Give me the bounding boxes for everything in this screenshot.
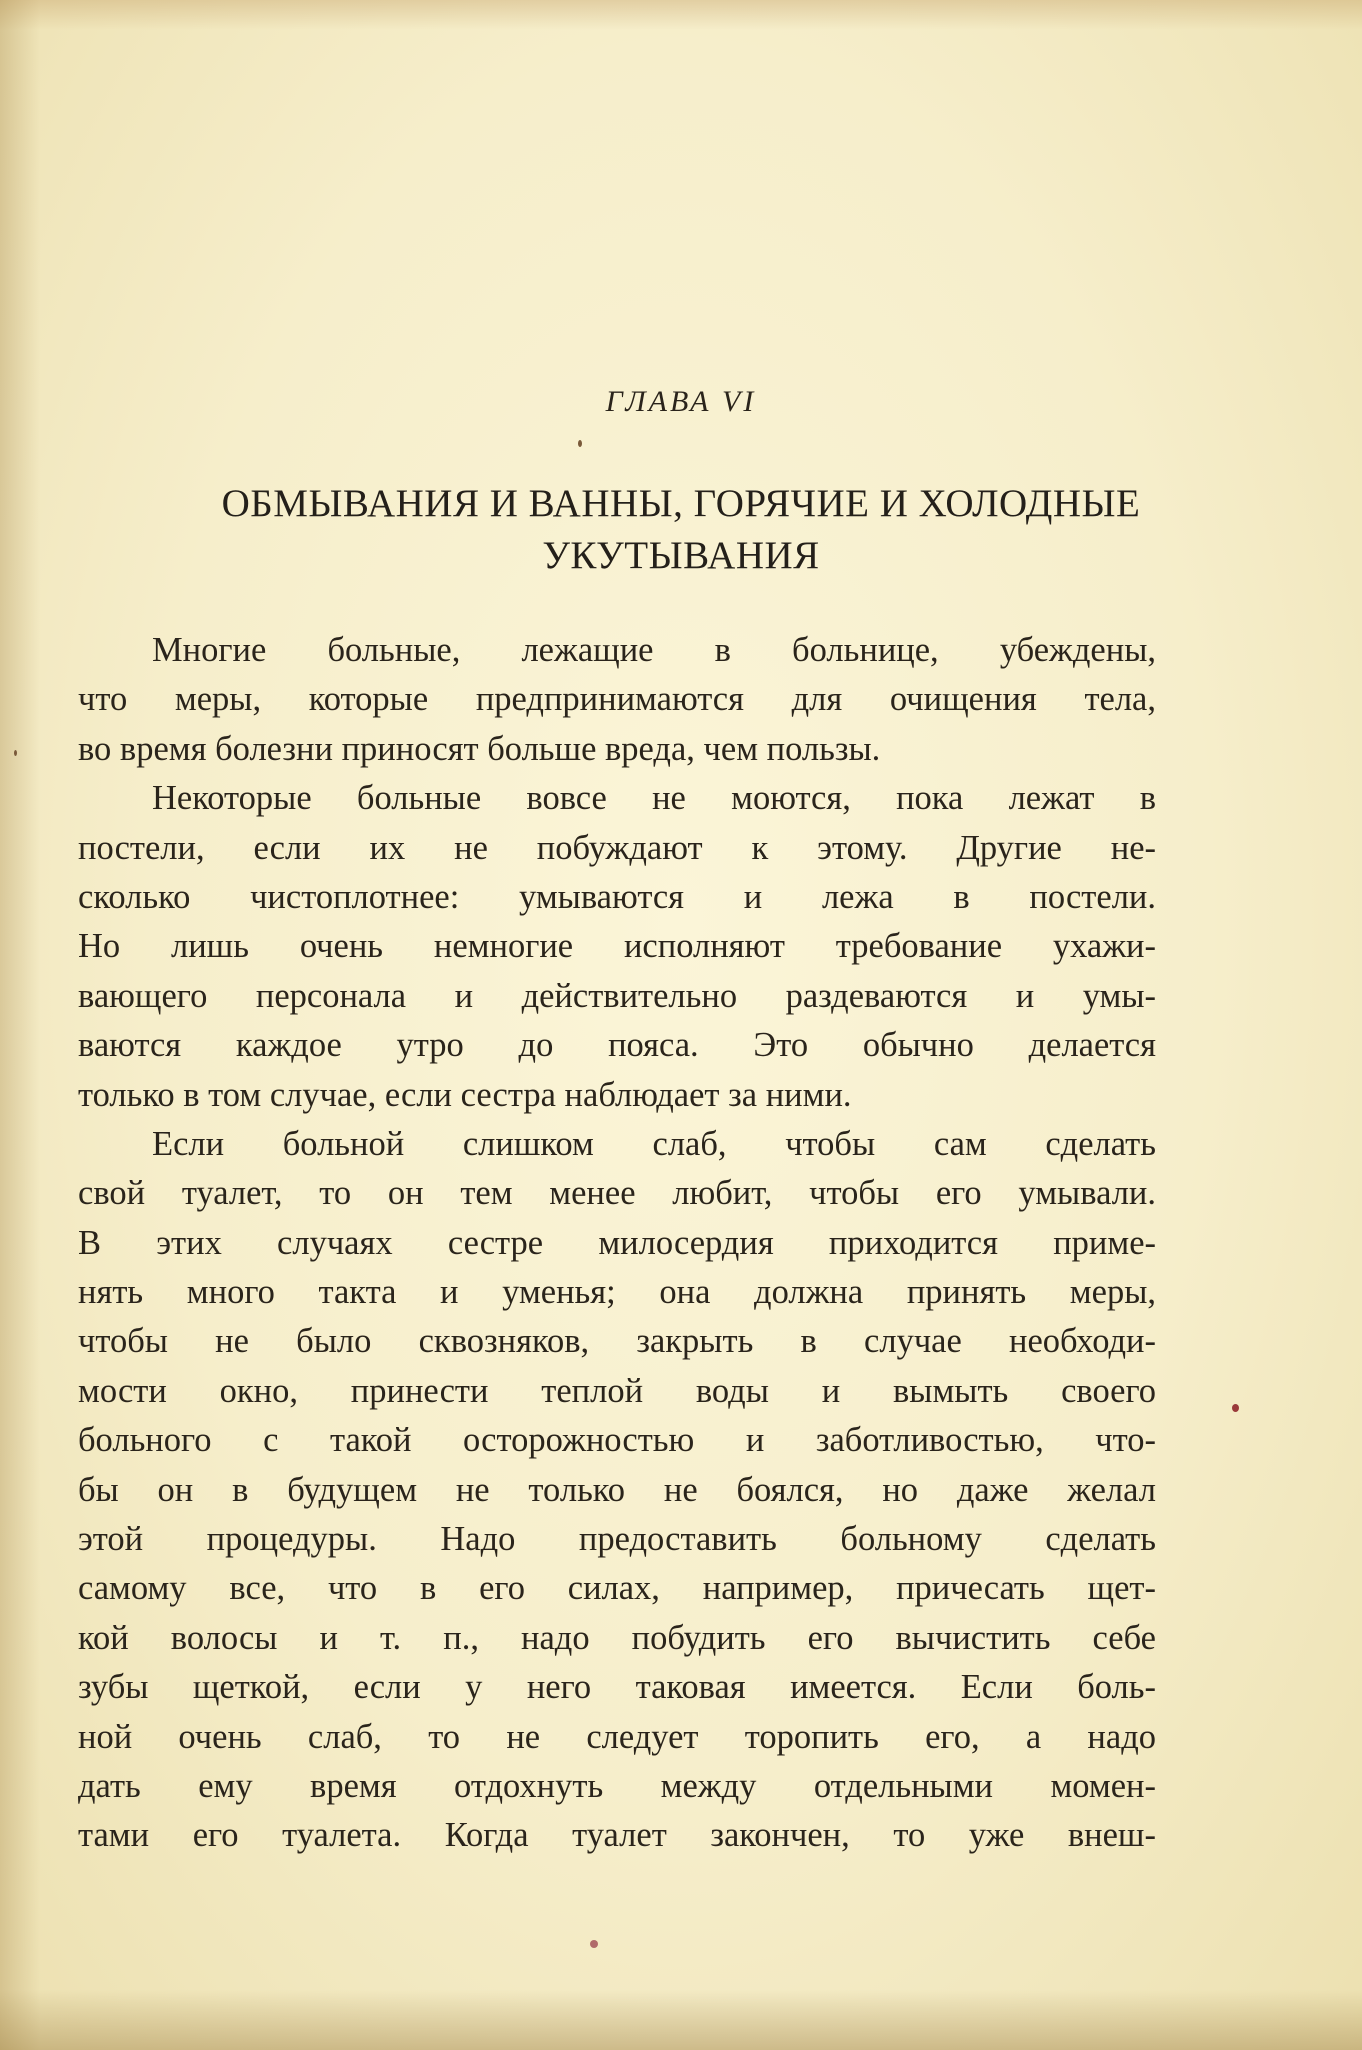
- text-line: Если больной слишком слаб, чтобы сам сделать: [152, 1124, 1156, 1163]
- text-line: больного с такой осторожностью и заботливостью, что-: [78, 1421, 1156, 1460]
- paper-speck: [590, 1940, 598, 1948]
- text-line: ваются каждое утро до пояса. Это обычно делается: [78, 1026, 1156, 1065]
- text-line: постели, если их не побуждают к этому. Другие не-: [78, 828, 1156, 867]
- text-line: во время болезни приносят больше вреда, чем пользы.: [78, 729, 881, 768]
- text-line: зубы щеткой, если у него таковая имеется. Если боль-: [78, 1668, 1156, 1707]
- body-text: [78, 626, 1156, 1861]
- text-line: бы он в будущем не только не боялся, но даже желал: [78, 1470, 1156, 1509]
- text-line: что меры, которые предпринимаются для очищения тела,: [78, 680, 1156, 719]
- text-line: чтобы не было сквозняков, закрыть в случае необходи-: [78, 1322, 1156, 1361]
- text-line: дать ему время отдохнуть между отдельными момен-: [78, 1766, 1156, 1805]
- page-edge-bottom: [0, 1990, 1362, 2050]
- page-edge-left: [0, 0, 40, 2050]
- page-edge-top: [0, 0, 1362, 30]
- text-line: ной очень слаб, то не следует торопить его, а надо: [78, 1717, 1156, 1756]
- text-line: вающего персонала и действительно раздеваются и умы-: [78, 976, 1156, 1015]
- text-line: В этих случаях сестре милосердия приходится приме-: [78, 1223, 1156, 1262]
- paper-speck: [14, 750, 17, 756]
- chapter-label: ГЛАВА VI: [605, 385, 757, 418]
- text-line: этой процедуры. Надо предоставить больному сделать: [78, 1520, 1156, 1559]
- chapter-title-line: УКУТЫВАНИЯ: [542, 534, 820, 577]
- text-line: свой туалет, то он тем менее любит, чтобы его умывали.: [78, 1174, 1156, 1213]
- chapter-title: [70, 478, 1292, 582]
- text-line: только в том случае, если сестра наблюдает за ними.: [78, 1075, 852, 1114]
- text-line: нять много такта и уменья; она должна принять меры,: [78, 1273, 1156, 1312]
- chapter-title-line: ОБМЫВАНИЯ И ВАННЫ, ГОРЯЧИЕ И ХОЛОДНЫЕ: [221, 482, 1141, 525]
- text-line: Но лишь очень немногие исполняют требование ухажи-: [78, 927, 1156, 966]
- text-line: сколько чистоплотнее: умываются и лежа в постели.: [78, 877, 1156, 916]
- text-line: тами его туалета. Когда туалет закончен, то уже внеш-: [78, 1816, 1156, 1855]
- paper-speck: [578, 440, 582, 447]
- paper-speck: [1232, 1404, 1239, 1412]
- text-line: мости окно, принести теплой воды и вымыть своего: [78, 1371, 1156, 1410]
- text-line: кой волосы и т. п., надо побудить его вычистить себе: [78, 1618, 1156, 1657]
- text-line: Некоторые больные вовсе не моются, пока лежат в: [152, 779, 1156, 818]
- text-line: Многие больные, лежащие в больнице, убеждены,: [152, 631, 1156, 669]
- text-line: самому все, что в его силах, например, причесать щет-: [78, 1569, 1156, 1608]
